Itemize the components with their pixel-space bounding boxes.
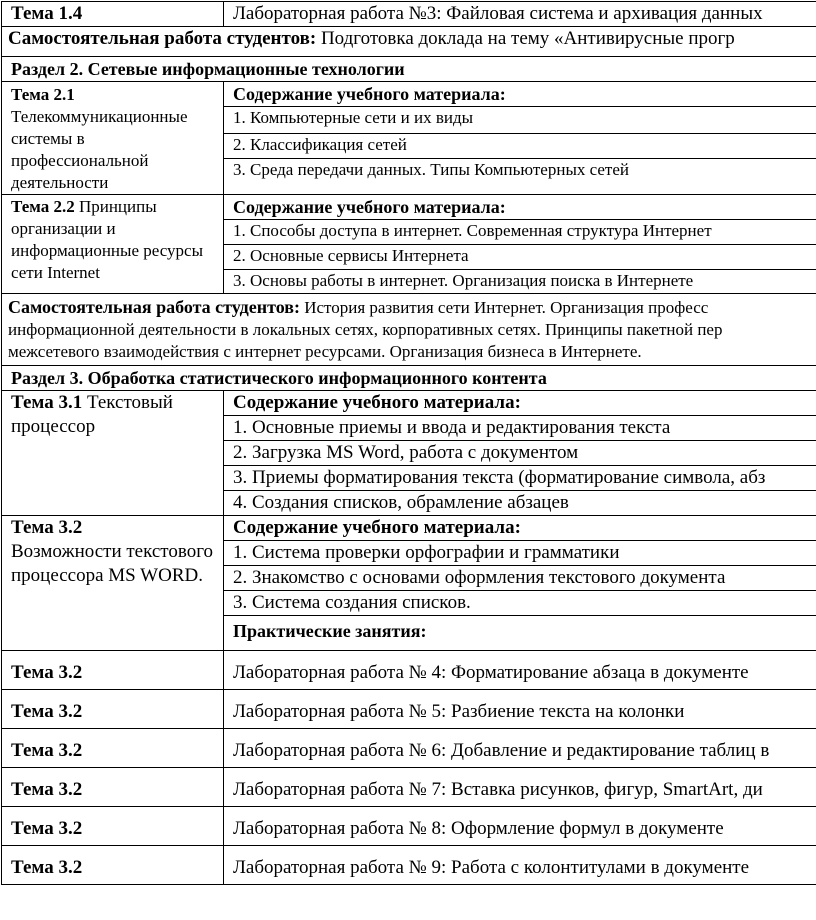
content-item: 2. Знакомство с основами оформления текстового документа — [224, 566, 816, 591]
topic-cell — [2, 195, 224, 294]
table-row — [2, 729, 816, 768]
independent-work-text: информационной деятельности в локальных сетях, корпоративных сетях. Принципы пакетной пер — [8, 320, 723, 339]
lab-cell: Лабораторная работа № 6: Добавление и редактирование таблиц в — [224, 729, 816, 768]
topic-number: Тема 2.2 — [11, 197, 75, 216]
table-row — [2, 82, 816, 107]
topic-number: Тема 3.2 — [11, 517, 83, 538]
independent-work-label: Самостоятельная работа студентов: — [8, 28, 317, 49]
table-row — [2, 2, 816, 27]
content-header: Содержание учебного материала: — [224, 195, 816, 220]
lab-cell: Лабораторная работа № 7: Вставка рисунков, фигур, SmartArt, ди — [224, 768, 816, 807]
section-heading: Раздел 3. Обработка статистического информационного контента — [2, 366, 816, 391]
lab-cell: Лабораторная работа № 5: Разбиение текста на колонки — [224, 690, 816, 729]
table-row — [2, 57, 816, 82]
table-row — [2, 846, 816, 885]
content-cell: Лабораторная работа №3: Файловая система и архивация данных — [224, 2, 816, 27]
independent-work-text: История развития сети Интернет. Организация професс — [299, 298, 709, 317]
lab-cell: Лабораторная работа № 9: Работа с колонтитулами в документе — [224, 846, 816, 885]
topic-title: Возможности текстового процессора MS WORD. — [11, 541, 214, 586]
table-row — [2, 294, 816, 366]
independent-work-cell — [2, 27, 816, 57]
table-row — [2, 27, 816, 57]
content-item: 2. Классификация сетей — [224, 133, 816, 158]
topic-cell: Тема 3.2 — [2, 846, 224, 885]
content-header: Содержание учебного материала: — [224, 82, 816, 107]
section-heading: Раздел 2. Сетевые информационные технологии — [2, 57, 816, 82]
table-row — [2, 690, 816, 729]
table-row — [2, 195, 816, 220]
independent-work-text: Подготовка доклада на тему «Антивирусные прогр — [316, 28, 735, 49]
content-item: 2. Загрузка MS Word, работа с документом — [224, 441, 816, 466]
topic-cell: Тема 3.2 — [2, 768, 224, 807]
topic-cell: Тема 3.2 — [2, 690, 224, 729]
lab-cell: Лабораторная работа № 4: Форматирование абзаца в документе — [224, 651, 816, 690]
content-header: Содержание учебного материала: — [224, 516, 816, 541]
content-item: 4. Создания списков, обрамление абзацев — [224, 491, 816, 516]
content-item: 3. Среда передачи данных. Типы Компьютерных сетей — [224, 159, 816, 195]
practice-header: Практические занятия: — [224, 616, 816, 651]
content-header: Содержание учебного материала: — [224, 391, 816, 416]
content-item: 1. Компьютерные сети и их виды — [224, 107, 816, 133]
independent-work-text: межсетевого взаимодействия с интернет ресурсами. Организация бизнеса в Интернете. — [8, 342, 642, 361]
content-item: 3. Основы работы в интернет. Организация поиска в Интернете — [224, 270, 816, 294]
topic-cell — [2, 82, 224, 195]
content-item: 3. Система создания списков. — [224, 591, 816, 616]
content-item: 3. Приемы форматирования текста (форматирование символа, абз — [224, 466, 816, 491]
table-row — [2, 807, 816, 846]
content-item: 1. Основные приемы и ввода и редактирования текста — [224, 416, 816, 441]
topic-title: Текстовый процессор — [11, 392, 173, 437]
independent-work-cell — [2, 294, 816, 366]
independent-work-label: Самостоятельная работа студентов: — [8, 297, 300, 317]
content-item: 1. Система проверки орфографии и грамматики — [224, 541, 816, 566]
topic-cell — [2, 516, 224, 651]
table-row — [2, 366, 816, 391]
topic-cell: Тема 3.2 — [2, 729, 224, 768]
topic-cell: Тема 3.2 — [2, 651, 224, 690]
topic-title: Телекоммуникационные системы в профессиональной деятельности — [11, 107, 188, 192]
topic-cell — [2, 391, 224, 516]
lab-cell: Лабораторная работа № 8: Оформление формул в документе — [224, 807, 816, 846]
table-row — [2, 391, 816, 416]
curriculum-table — [1, 1, 816, 885]
topic-number: Тема 2.1 — [11, 85, 75, 104]
topic-number: Тема 3.1 — [11, 392, 83, 413]
table-row — [2, 516, 816, 541]
content-item: 2. Основные сервисы Интернета — [224, 245, 816, 270]
topic-cell: Тема 1.4 — [2, 2, 224, 27]
table-row — [2, 651, 816, 690]
content-item: 1. Способы доступа в интернет. Современная структура Интернет — [224, 220, 816, 245]
topic-cell: Тема 3.2 — [2, 807, 224, 846]
topic-title: Принципы организации и информационные ресурсы сети Internet — [11, 197, 204, 282]
table-row — [2, 768, 816, 807]
